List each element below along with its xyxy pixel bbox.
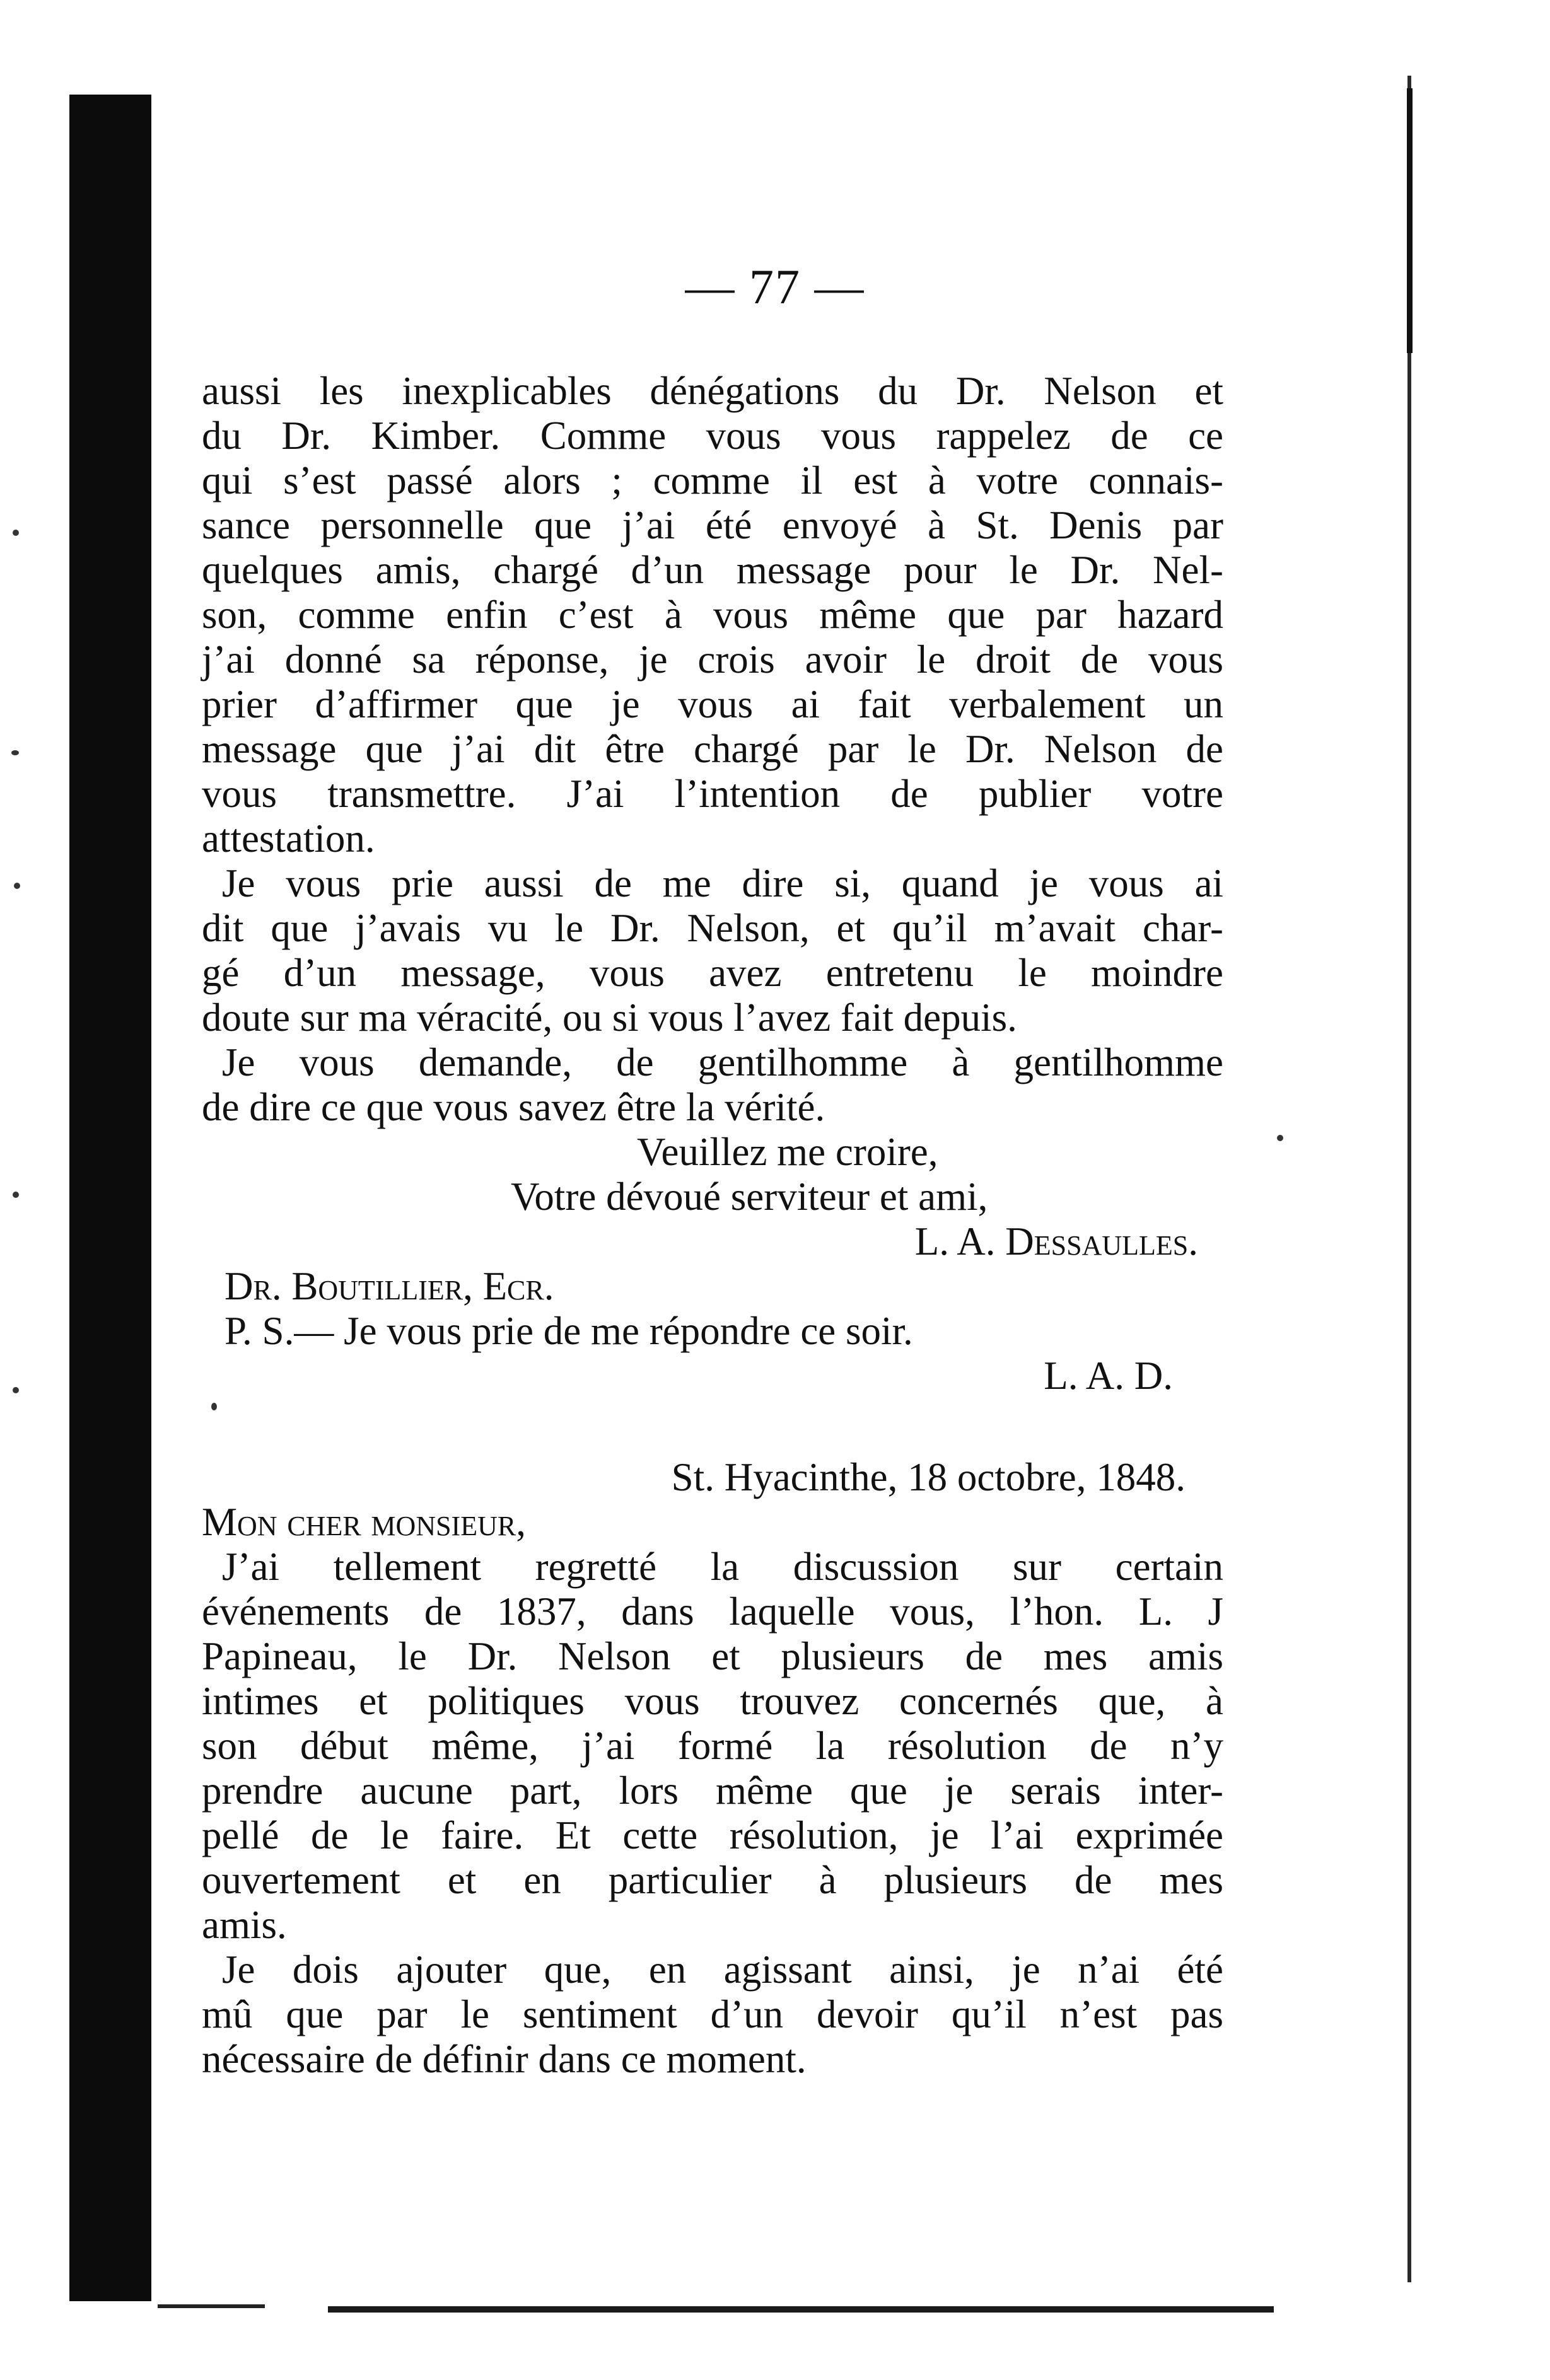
text-line: quelques amis, chargé d’un message pour le Dr. Nel- <box>202 548 1223 592</box>
text-line: j’ai donné sa réponse, je crois avoir le droit de vous <box>202 637 1223 682</box>
dust-speck <box>11 750 19 755</box>
text-line: ouvertement et en particulier à plusieurs de mes <box>202 1858 1223 1902</box>
page-text <box>202 369 1223 2082</box>
text-line: intimes et politiques vous trouvez concernés que, à <box>202 1679 1223 1723</box>
addressee: Dr. Boutillier, Ecr. <box>224 1264 554 1308</box>
signature: L. A. Dessaulles. <box>914 1219 1198 1263</box>
bottom-edge-line <box>328 2306 1274 2313</box>
text-line: du Dr. Kimber. Comme vous vous rappelez de ce <box>202 414 1223 458</box>
dust-speck <box>13 1192 19 1198</box>
letter-separator <box>202 1398 1223 1455</box>
dust-speck <box>1277 1135 1283 1141</box>
text-line: amis. <box>202 1903 287 1947</box>
text-line: Papineau, le Dr. Nelson et plusieurs de mes amis <box>202 1634 1223 1678</box>
text-line: Je dois ajouter que, en agissant ainsi, je n’ai été <box>222 1948 1223 1992</box>
text-line: prier d’affirmer que je vous ai fait verbalement un <box>202 682 1223 726</box>
text-line: qui s’est passé alors ; comme il est à votre connais- <box>202 458 1223 502</box>
text-line: gé d’un message, vous avez entretenu le moindre <box>202 951 1223 995</box>
dust-speck <box>13 1387 19 1393</box>
text-line: mû que par le sentiment d’un devoir qu’il n’est pas <box>202 1992 1223 2036</box>
closing-line: Votre dévoué serviteur et ami, <box>511 1175 988 1219</box>
text-line: de dire ce que vous savez être la vérité. <box>202 1085 825 1129</box>
text-line: son début même, j’ai formé la résolution de n’y <box>202 1724 1223 1768</box>
text-line: dit que j’avais vu le Dr. Nelson, et qu’il m’avait char- <box>202 906 1223 950</box>
text-line: Je vous demande, de gentilhomme à gentilhomme <box>222 1040 1223 1084</box>
dateline: St. Hyacinthe, 18 octobre, 1848. <box>671 1455 1186 1499</box>
text-line: sance personnelle que j’ai été envoyé à St. Denis par <box>202 503 1223 547</box>
text-line: attestation. <box>202 816 375 861</box>
page-number: — 77 — <box>685 259 865 314</box>
dust-speck <box>14 883 20 889</box>
bottom-edge-mark <box>158 2304 265 2308</box>
text-line: nécessaire de définir dans ce moment. <box>202 2037 807 2081</box>
postscript: P. S.— Je vous prie de me répondre ce soir. <box>224 1309 913 1353</box>
letter-2 <box>202 1455 1223 2082</box>
text-line: événements de 1837, dans laquelle vous, l’hon. L. J <box>202 1589 1223 1634</box>
binding-shadow <box>69 95 151 2301</box>
initials: L. A. D. <box>1044 1354 1173 1398</box>
salutation: Mon cher monsieur, <box>202 1500 526 1544</box>
text-line: Je vous prie aussi de me dire si, quand je vous ai <box>222 861 1223 905</box>
text-line: doute sur ma véracité, ou si vous l’avez fait depuis. <box>202 996 1017 1040</box>
page-edge-line <box>1407 76 1411 2282</box>
text-line: aussi les inexplicables dénégations du Dr. Nelson et <box>202 369 1223 413</box>
text-line: J’ai tellement regretté la discussion sur certain <box>222 1545 1223 1589</box>
text-line: son, comme enfin c’est à vous même que par hazard <box>202 593 1223 637</box>
dust-speck <box>13 530 19 536</box>
text-line: prendre aucune part, lors même que je serais inter- <box>202 1768 1223 1813</box>
text-line: pellé de le faire. Et cette résolution, je l’ai exprimée <box>202 1813 1223 1857</box>
letter-1 <box>202 369 1223 1398</box>
closing-line: Veuillez me croire, <box>637 1130 938 1174</box>
text-line: vous transmettre. J’ai l’intention de publier votre <box>202 772 1223 816</box>
text-line: message que j’ai dit être chargé par le Dr. Nelson de <box>202 727 1223 771</box>
